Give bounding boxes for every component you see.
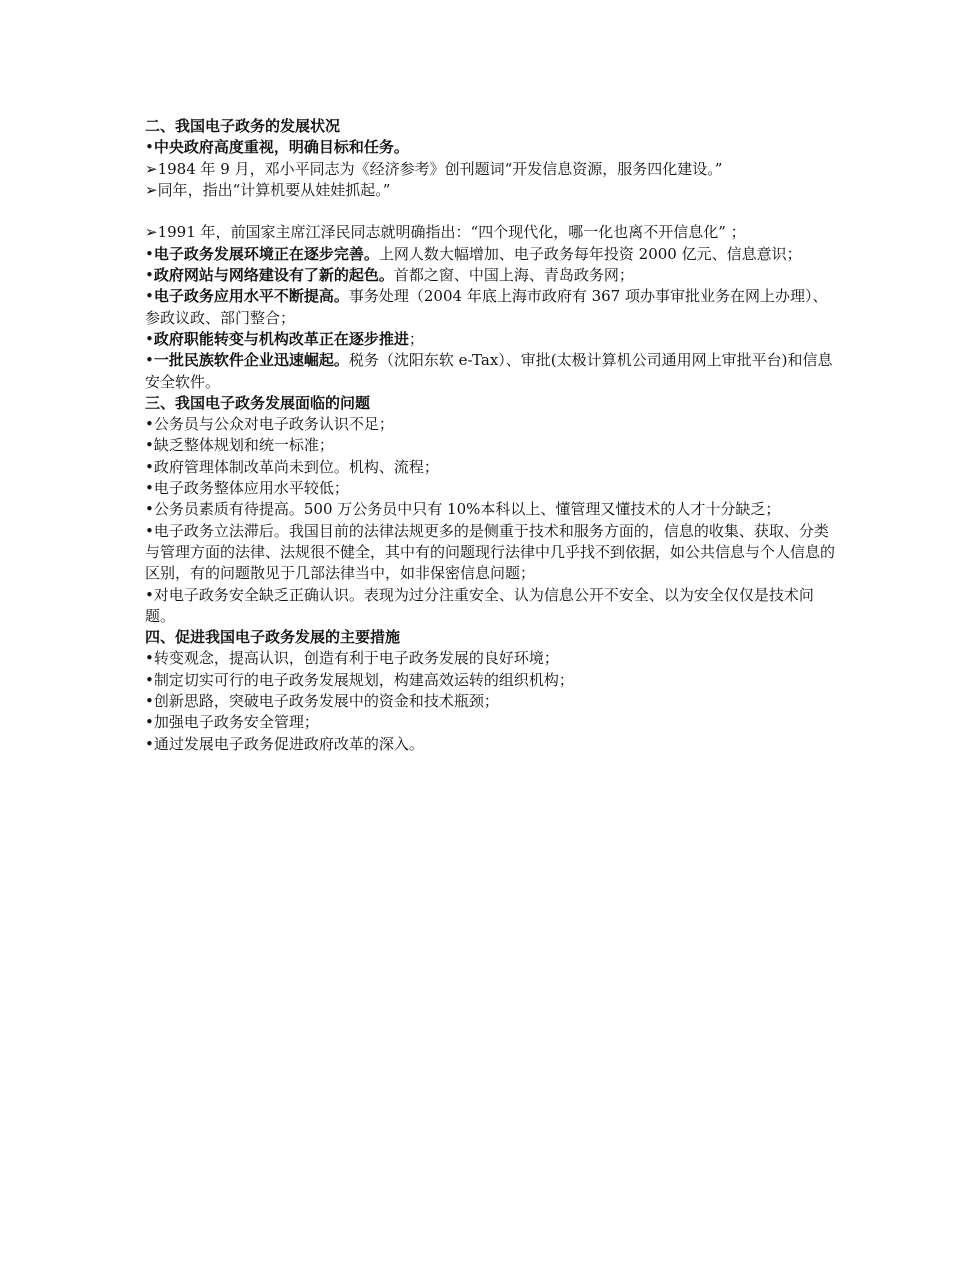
section3-item <box>145 585 839 628</box>
bullet-dot: • <box>145 436 154 455</box>
section2-item <box>145 137 839 158</box>
section3-item <box>145 521 839 585</box>
item-bold-text: 电子政务应用水平不断提高。 <box>153 287 349 306</box>
section2-item <box>145 329 839 350</box>
section4-item <box>145 691 839 712</box>
item-bold-text: 政府职能转变与机构改革正在逐步推进 <box>153 329 409 348</box>
item-text: 制定切实可行的电子政务发展规划，构建高效运转的组织机构； <box>153 670 574 689</box>
section4-item <box>145 648 839 669</box>
bullet-dot: • <box>145 713 154 732</box>
arrow-bullet-icon: ➢ <box>145 159 158 178</box>
bullet-dot: • <box>145 649 154 668</box>
section2-item <box>145 180 839 201</box>
section2-heading: 二、我国电子政务的发展状况 <box>145 117 341 135</box>
bullet-dot: • <box>145 138 154 157</box>
bullet-dot: • <box>145 585 154 604</box>
item-bold-text: 政府网站与网络建设有了新的起色。 <box>153 266 394 285</box>
section2-item <box>145 286 839 329</box>
blank-line <box>145 201 839 222</box>
section3-heading: 三、我国电子政务发展面临的问题 <box>145 393 371 412</box>
item-text: 加强电子政务安全管理； <box>153 713 319 732</box>
item-text: ； <box>408 329 424 348</box>
item-text: 1984 年 9 月，邓小平同志为《经济参考》创刊题词“开发信息资源，服务四化建设。” <box>157 159 723 178</box>
item-text: 1991 年，前国家主席江泽民同志就明确指出：“四个现代化，哪一化也离不开信息化” ； <box>157 223 746 242</box>
bullet-dot: • <box>145 670 154 689</box>
section4-item <box>145 670 839 691</box>
item-text: 事务处理（2004 年底上海市政府有 367 项办事审批业务在网上办理）、参政议政、部门整合； <box>145 287 828 327</box>
section4-item <box>145 734 839 755</box>
arrow-bullet-icon: ➢ <box>145 180 158 199</box>
section2-item <box>145 159 839 180</box>
item-text: 公务员与公众对电子政务认识不足； <box>153 415 394 434</box>
section2-item <box>145 244 839 265</box>
section3-item <box>145 414 839 435</box>
bullet-dot: • <box>145 244 154 263</box>
section3-item <box>145 478 839 499</box>
item-bold-text: 电子政务发展环境正在逐步完善。 <box>153 244 379 263</box>
item-text: 公务员素质有待提高。500 万公务员中只有 10%本科以上、懂管理又懂技术的人才十分缺乏； <box>153 500 781 519</box>
bullet-dot: • <box>145 734 154 753</box>
item-text: 缺乏整体规划和统一标准； <box>153 436 334 455</box>
item-text: 转变观念，提高认识，创造有利于电子政务发展的良好环境； <box>153 649 559 668</box>
section3-item <box>145 435 839 456</box>
bullet-dot: • <box>145 457 154 476</box>
item-text: 电子政务立法滞后。我国目前的法律法规更多的是侧重于技术和服务方面的，信息的收集、获取、分类与管理方面的法律、法规很不健全，其中有的问题现行法律中几乎找不到依据，如公共信息与个人信息的区别，有的问题散见于几部法律当中，如非保密信息问题； <box>145 521 836 583</box>
section2-item <box>145 222 839 243</box>
arrow-bullet-icon: ➢ <box>145 223 158 242</box>
section4-heading: 四、促进我国电子政务发展的主要措施 <box>145 628 401 647</box>
bullet-dot: • <box>145 266 154 285</box>
item-text: 创新思路，突破电子政务发展中的资金和技术瓶颈； <box>153 692 499 711</box>
item-text: 对电子政务安全缺乏正确认识。表现为过分注重安全、认为信息公开不安全、以为安全仅仅是技术问题。 <box>145 585 814 625</box>
section4-item <box>145 712 839 733</box>
bullet-dot: • <box>145 329 154 348</box>
bullet-dot: • <box>145 479 154 498</box>
section2-item <box>145 350 839 393</box>
section3-item <box>145 457 839 478</box>
document-page <box>145 116 839 755</box>
section2-item <box>145 265 839 286</box>
item-text: 同年，指出“计算机要从娃娃抓起。” <box>157 180 391 199</box>
bullet-dot: • <box>145 521 154 540</box>
bullet-dot: • <box>145 500 154 519</box>
item-text: 电子政务整体应用水平较低； <box>153 479 349 498</box>
item-text: 通过发展电子政务促进政府改革的深入。 <box>153 734 424 753</box>
item-text: 上网人数大幅增加、电子政务每年投资 2000 亿元、信息意识； <box>378 244 802 263</box>
bullet-dot: • <box>145 351 154 370</box>
bullet-dot: • <box>145 415 154 434</box>
item-bold-text: 一批民族软件企业迅速崛起。 <box>153 351 349 370</box>
bullet-dot: • <box>145 287 154 306</box>
item-text: 税务（沈阳东软 e-Tax）、审批(太极计算机公司通用网上审批平台)和信息安全软件。 <box>145 351 833 391</box>
item-text: 政府管理体制改革尚未到位。机构、流程； <box>153 457 439 476</box>
item-text: 首都之窗、中国上海、青岛政务网； <box>393 266 634 285</box>
bullet-dot: • <box>145 692 154 711</box>
item-bold-text: 中央政府高度重视，明确目标和任务。 <box>153 138 409 157</box>
section3-item <box>145 499 839 520</box>
